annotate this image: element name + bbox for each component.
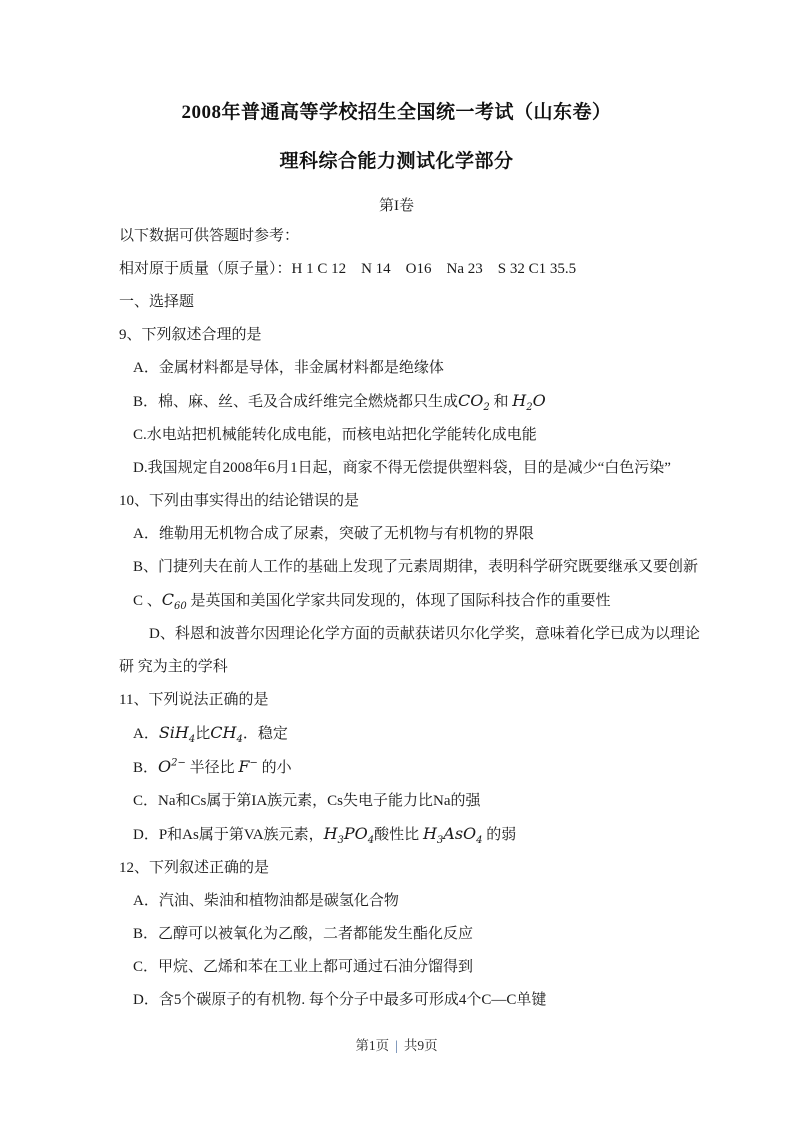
- page-total-label: 共9页: [403, 1038, 438, 1053]
- option-line: B．乙醇可以被氧化为乙酸，二者都能发生酯化反应: [133, 926, 474, 942]
- question-stem: 10、下列由事实得出的结论错误的是: [119, 493, 360, 509]
- option-line: D.我国规定自2008年6月1日起，商家不得无偿提供塑料袋，目的是减少“白色污染”: [133, 460, 671, 476]
- intro-line: 一、选择题: [119, 294, 195, 310]
- intro-line: 以下数据可供答题时参考：: [119, 228, 300, 244]
- chem-formula: F−: [238, 757, 258, 776]
- option-line: C．甲烷、乙烯和苯在工业上都可通过石油分馏得到: [133, 959, 474, 975]
- question-stem: 12、下列叙述正确的是: [119, 860, 270, 876]
- chem-formula: AsO$_4$: [443, 824, 483, 847]
- questions-block: [119, 324, 773, 1011]
- intro-block: [119, 225, 773, 313]
- option-line: A．金属材料都是导体，非金属材料都是绝缘体: [133, 360, 444, 376]
- option-line: A．汽油、柴油和植物油都是碳氢化合物: [133, 893, 399, 909]
- chem-formula: O: [532, 391, 546, 410]
- option-line: D、科恩和波普尔因理论化学方面的贡献获诺贝尔化学奖，意味着化学已成为以理论: [149, 626, 700, 642]
- page-footer: [0, 1037, 793, 1055]
- chem-formula: $H_3$: [323, 824, 344, 847]
- section-heading: 第I卷: [379, 198, 414, 214]
- chem-formula: $CH_4$: [210, 723, 243, 746]
- question-stem: 9、下列叙述合理的是: [119, 327, 262, 343]
- chem-formula: $H_2$: [512, 391, 533, 414]
- chem-formula: $O^{2-}$: [158, 757, 186, 776]
- chem-formula: SiH$_4$: [158, 723, 196, 746]
- document-body: [0, 225, 793, 1011]
- option-line: C.水电站把机械能转化成电能，而核电站把化学能转化成电能: [133, 427, 537, 443]
- footer-separator: |: [395, 1038, 398, 1053]
- document-title: 2008年普通高等学校招生全国统一考试（山东卷）: [181, 102, 612, 123]
- option-continuation-line: 研 究为主的学科: [119, 659, 228, 675]
- option-line: D．P和As属于第VA族元素，$H_3PO_4$酸性比 $H_3AsO_4$ 的弱: [133, 824, 517, 847]
- intro-line: 相对原于质量（原子量）：H 1 C 12 N 14 O16 Na 23 S 32 C1 35.5: [119, 261, 577, 277]
- option-line: B．棉、麻、丝、毛及合成纤维完全燃烧都只生成$CO_2$ 和 $H_2O$: [133, 391, 546, 414]
- chem-formula: $PO_4$: [343, 824, 375, 847]
- chem-formula: $H_3$: [422, 824, 444, 847]
- chem-formula: $CO_2$: [458, 391, 490, 414]
- option-line: C．Na和Cs属于第IA族元素，Cs失电子能力比Na的强: [133, 793, 481, 809]
- chem-formula: $C_{60}$: [161, 590, 187, 613]
- option-line: D．含5个碳原子的有机物. 每个分子中最多可形成4个C—C单键: [133, 992, 547, 1008]
- option-line: B、门捷列夫在前人工作的基础上发现了元素周期律，表明科学研究既要继承又要创新: [133, 559, 699, 575]
- option-line: B．$O^{2-}$ 半径比 F− 的小: [133, 757, 292, 776]
- question-stem: 11、下列说法正确的是: [119, 692, 269, 708]
- option-line: A．维勒用无机物合成了尿素，突破了无机物与有机物的界限: [133, 526, 534, 542]
- option-line: A．SiH$_4$比$CH_4$．稳定: [133, 723, 288, 746]
- option-line: C 、$C_{60}$ 是英国和美国化学家共同发现的，体现了国际科技合作的重要性: [133, 590, 611, 613]
- document-subtitle: 理科综合能力测试化学部分: [279, 151, 514, 172]
- page-number-label: 第1页: [355, 1038, 390, 1053]
